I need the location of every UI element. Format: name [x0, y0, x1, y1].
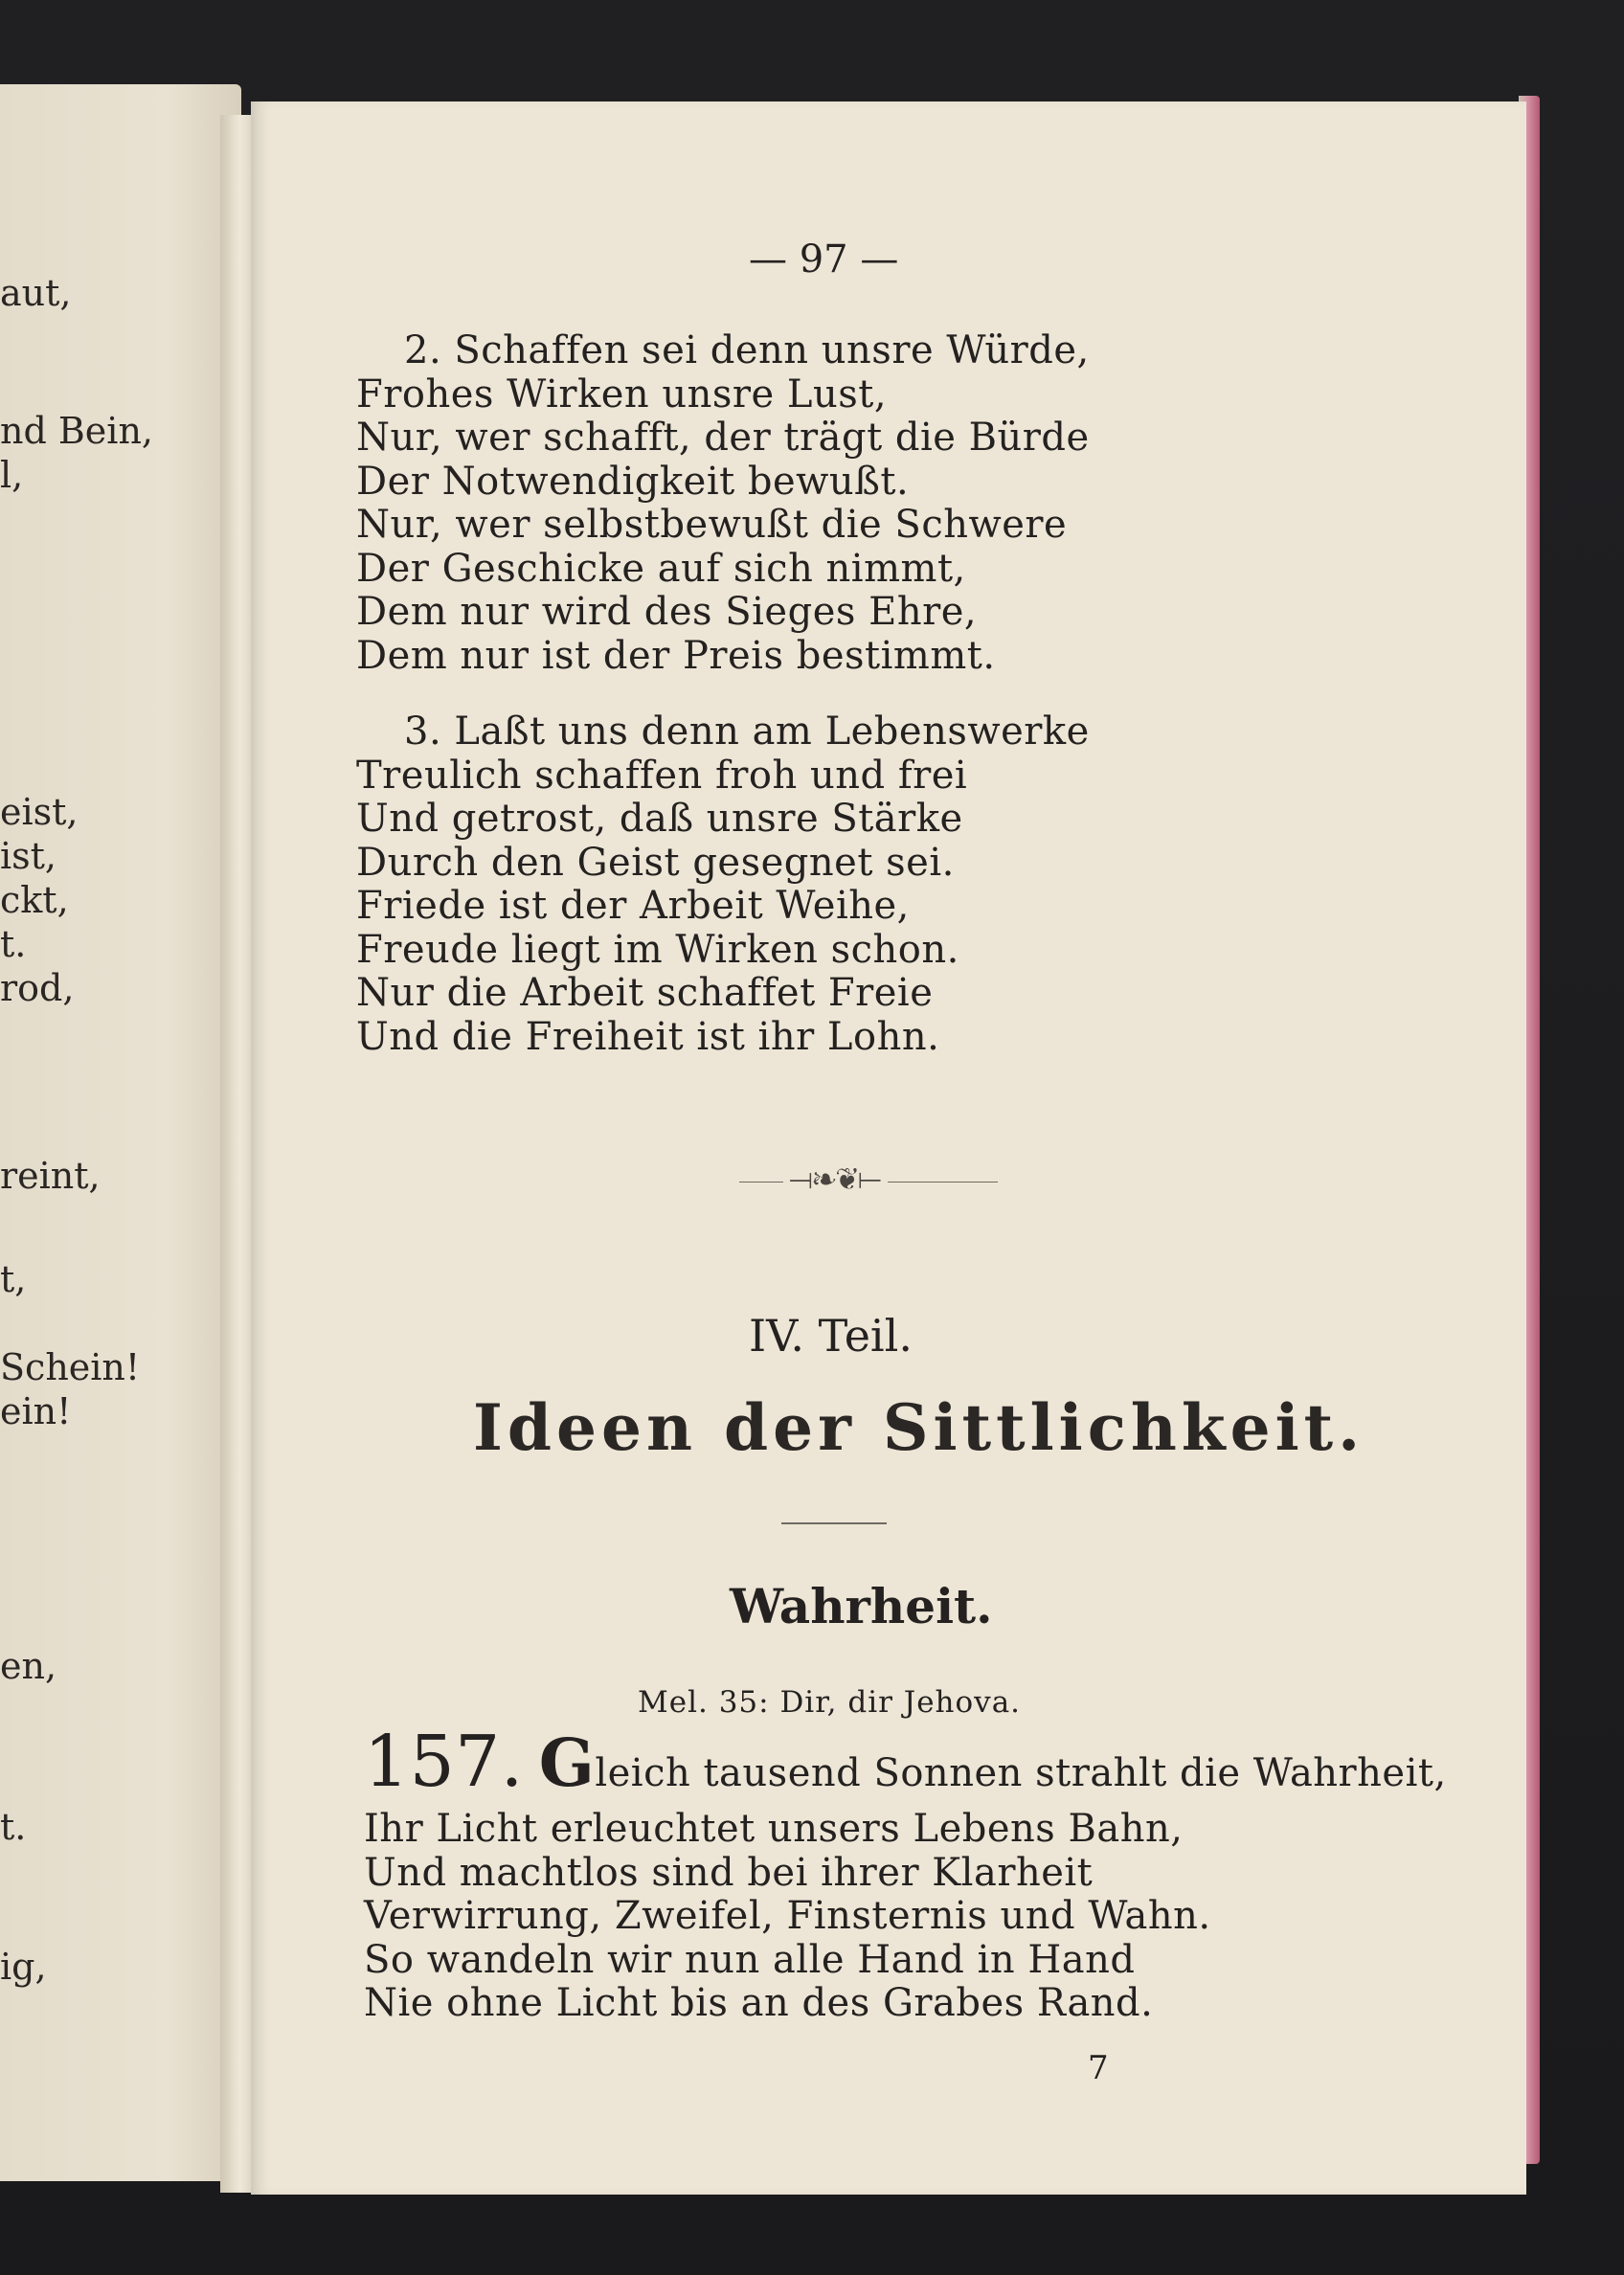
left-fragment: ein! [0, 1390, 72, 1432]
stanza-line: 2. Schaffen sei denn unsre Würde, [404, 328, 1090, 372]
part-heading: IV. Teil. [749, 1310, 913, 1362]
ornament-divider: ⟞❧❦⟝ [783, 1162, 888, 1196]
left-fragment: ist, [0, 835, 57, 877]
left-page [0, 84, 241, 2181]
melody-indication: Mel. 35: Dir, dir Jehova. [638, 1685, 1022, 1720]
signature-mark: 7 [1088, 2049, 1109, 2087]
left-fragment: en, [0, 1645, 57, 1687]
hymn-157 [364, 1721, 1447, 2026]
hymn-line: leich tausend Sonnen strahlt die Wahrheit, [595, 1751, 1447, 1795]
left-fragment: aut, [0, 272, 72, 314]
left-fragment: t. [0, 1806, 27, 1848]
book-gutter [220, 115, 253, 2193]
drop-cap: G [538, 1725, 596, 1802]
section-title: Wahrheit. [730, 1578, 993, 1634]
stanza-line: Friede ist der Arbeit Weihe, [356, 884, 910, 928]
stanza-line: Der Geschicke auf sich nimmt, [356, 546, 966, 591]
hymn-line: Und machtlos sind bei ihrer Klarheit [364, 1850, 1094, 1895]
stanza-line: Nur, wer schafft, der trägt die Bürde [356, 416, 1090, 460]
hymn-first-line [364, 1721, 1447, 1808]
hymn-number: 157. [364, 1721, 524, 1803]
right-page [251, 101, 1526, 2195]
stanza-2 [356, 329, 1090, 678]
stanza-line: Freude liegt im Wirken schon. [356, 927, 959, 972]
stanza-line: Und getrost, daß unsre Stärke [356, 797, 963, 841]
page-number-header: — 97 — [749, 237, 899, 282]
stanza-3 [356, 710, 1090, 1059]
stanza-line: Dem nur ist der Preis bestimmt. [356, 633, 996, 678]
left-fragment: rod, [0, 967, 75, 1009]
stanza-line: Und die Freiheit ist ihr Lohn. [356, 1014, 940, 1059]
hymn-line: Ihr Licht erleuchtet unsers Lebens Bahn, [364, 1807, 1184, 1851]
left-fragment: l, [0, 454, 24, 496]
left-fragment: ig, [0, 1946, 47, 1988]
left-fragment: eist, [0, 791, 79, 833]
hymn-line: So wandeln wir nun alle Hand in Hand [364, 1937, 1136, 1982]
stanza-line: Treulich schaffen froh und frei [356, 753, 968, 798]
stanza-line: 3. Laßt uns denn am Lebenswerke [404, 710, 1090, 754]
left-fragment: reint, [0, 1155, 101, 1197]
stanza-line: Nur, wer selbstbewußt die Schwere [356, 503, 1068, 547]
stanza-line: Frohes Wirken unsre Lust, [356, 372, 888, 417]
stanza-line: Der Notwendigkeit bewußt. [356, 459, 910, 504]
hymn-line: Nie ohne Licht bis an des Grabes Rand. [364, 1981, 1154, 2025]
stanza-line: Dem nur wird des Sieges Ehre, [356, 590, 978, 634]
left-fragment: t. [0, 923, 27, 965]
stanza-line: Nur die Arbeit schaffet Freie [356, 971, 934, 1015]
left-fragment: ckt, [0, 879, 69, 921]
part-title: Ideen der Sittlichkeit. [473, 1390, 1365, 1465]
left-fragment: Schein! [0, 1346, 141, 1388]
title-rule [781, 1522, 887, 1524]
left-fragment: t, [0, 1258, 27, 1300]
stanza-line: Durch den Geist gesegnet sei. [356, 840, 955, 885]
left-fragment: nd Bein, [0, 410, 153, 452]
hymn-line: Verwirrung, Zweifel, Finsternis und Wahn. [364, 1894, 1211, 1938]
